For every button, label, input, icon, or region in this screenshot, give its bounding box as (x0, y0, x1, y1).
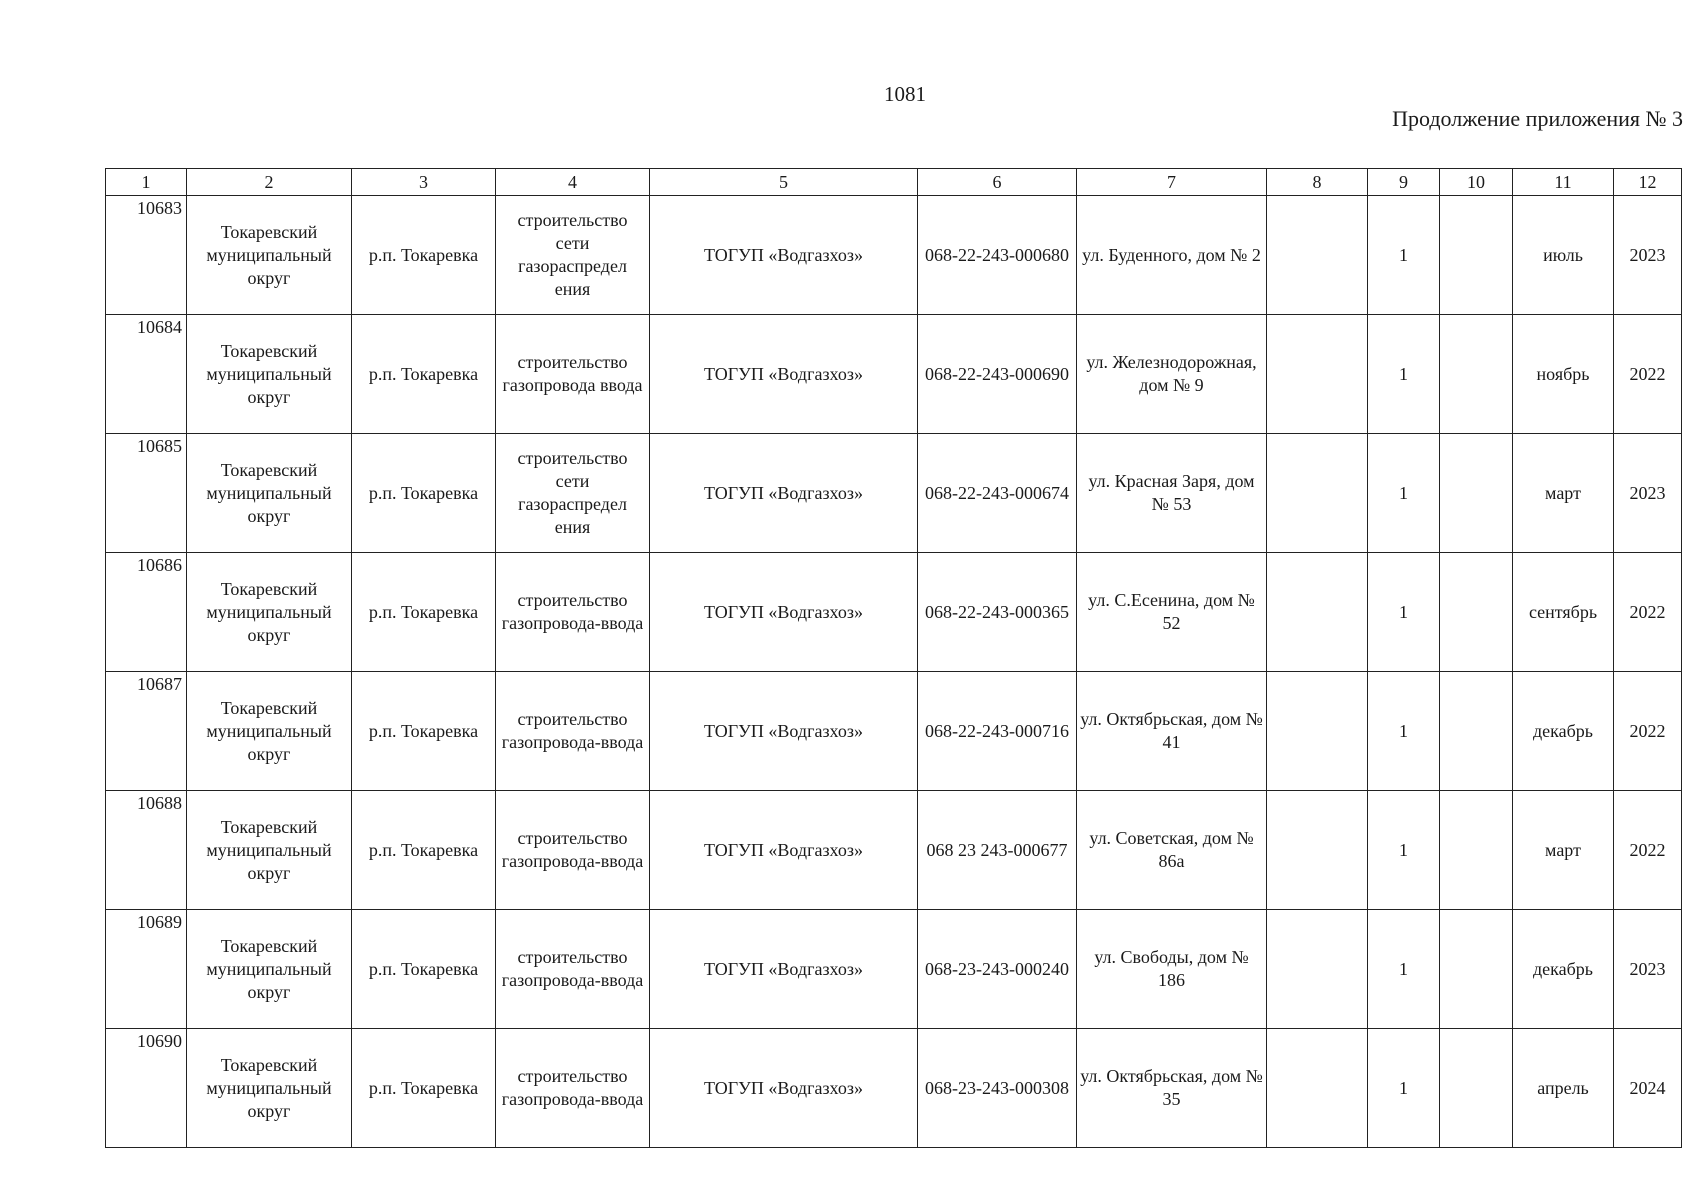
table-row (106, 434, 1682, 553)
district-cell: Токаревский муниципальный округ (187, 910, 352, 1029)
locality-cell: р.п. Токаревка (352, 672, 496, 791)
year-cell: 2023 (1614, 910, 1682, 1029)
object-code-cell: 068-23-243-000240 (918, 910, 1077, 1029)
quantity-cell: 1 (1368, 672, 1440, 791)
locality-cell: р.п. Токаревка (352, 1029, 496, 1148)
month-cell: март (1513, 434, 1614, 553)
month-cell: ноябрь (1513, 315, 1614, 434)
page-number: 1081 (884, 82, 926, 106)
column-header-6: 6 (918, 169, 1077, 196)
column-header-3: 3 (352, 169, 496, 196)
column-8-cell (1267, 434, 1368, 553)
object-code-cell: 068-22-243-000680 (918, 196, 1077, 315)
column-header-8: 8 (1267, 169, 1368, 196)
quantity-cell: 1 (1368, 315, 1440, 434)
district-cell: Токаревский муниципальный округ (187, 791, 352, 910)
column-header-11: 11 (1513, 169, 1614, 196)
column-header-5: 5 (650, 169, 918, 196)
row-number: 10683 (106, 196, 187, 315)
column-header-7: 7 (1077, 169, 1267, 196)
table-row (106, 910, 1682, 1029)
column-10-cell (1440, 1029, 1513, 1148)
organization-cell: ТОГУП «Водгазхоз» (650, 553, 918, 672)
district-cell: Токаревский муниципальный округ (187, 196, 352, 315)
month-cell: сентябрь (1513, 553, 1614, 672)
column-8-cell (1267, 791, 1368, 910)
row-number: 10685 (106, 434, 187, 553)
address-cell: ул. Красная Заря, дом № 53 (1077, 434, 1267, 553)
column-8-cell (1267, 196, 1368, 315)
year-cell: 2024 (1614, 1029, 1682, 1148)
organization-cell: ТОГУП «Водгазхоз» (650, 791, 918, 910)
address-cell: ул. Железнодорожная, дом № 9 (1077, 315, 1267, 434)
register-table (105, 168, 1682, 1148)
work-type-cell: строительство сети газораспредел ения (496, 434, 650, 553)
address-cell: ул. Октябрьская, дом № 41 (1077, 672, 1267, 791)
column-header-4: 4 (496, 169, 650, 196)
quantity-cell: 1 (1368, 910, 1440, 1029)
district-cell: Токаревский муниципальный округ (187, 672, 352, 791)
locality-cell: р.п. Токаревка (352, 315, 496, 434)
work-type-cell: строительство газопровода-ввода (496, 910, 650, 1029)
district-cell: Токаревский муниципальный округ (187, 315, 352, 434)
address-cell: ул. С.Есенина, дом № 52 (1077, 553, 1267, 672)
column-8-cell (1267, 1029, 1368, 1148)
object-code-cell: 068-22-243-000365 (918, 553, 1077, 672)
column-10-cell (1440, 315, 1513, 434)
address-cell: ул. Октябрьская, дом № 35 (1077, 1029, 1267, 1148)
address-cell: ул. Буденного, дом № 2 (1077, 196, 1267, 315)
column-8-cell (1267, 672, 1368, 791)
table-row (106, 672, 1682, 791)
column-header-12: 12 (1614, 169, 1682, 196)
organization-cell: ТОГУП «Водгазхоз» (650, 910, 918, 1029)
quantity-cell: 1 (1368, 1029, 1440, 1148)
column-10-cell (1440, 553, 1513, 672)
table-row (106, 196, 1682, 315)
locality-cell: р.п. Токаревка (352, 434, 496, 553)
quantity-cell: 1 (1368, 196, 1440, 315)
district-cell: Токаревский муниципальный округ (187, 553, 352, 672)
row-number: 10689 (106, 910, 187, 1029)
year-cell: 2022 (1614, 315, 1682, 434)
year-cell: 2022 (1614, 553, 1682, 672)
work-type-cell: строительство газопровода-ввода (496, 553, 650, 672)
column-8-cell (1267, 553, 1368, 672)
work-type-cell: строительство газопровода ввода (496, 315, 650, 434)
column-header-9: 9 (1368, 169, 1440, 196)
year-cell: 2023 (1614, 196, 1682, 315)
object-code-cell: 068-23-243-000308 (918, 1029, 1077, 1148)
appendix-title: Продолжение приложения № 3 (1392, 106, 1683, 131)
table-row (106, 791, 1682, 910)
work-type-cell: строительство газопровода-ввода (496, 791, 650, 910)
row-number: 10688 (106, 791, 187, 910)
object-code-cell: 068-22-243-000716 (918, 672, 1077, 791)
quantity-cell: 1 (1368, 553, 1440, 672)
locality-cell: р.п. Токаревка (352, 910, 496, 1029)
organization-cell: ТОГУП «Водгазхоз» (650, 434, 918, 553)
work-type-cell: строительство сети газораспредел ения (496, 196, 650, 315)
column-10-cell (1440, 910, 1513, 1029)
row-number: 10686 (106, 553, 187, 672)
row-number: 10684 (106, 315, 187, 434)
district-cell: Токаревский муниципальный округ (187, 1029, 352, 1148)
locality-cell: р.п. Токаревка (352, 196, 496, 315)
address-cell: ул. Свободы, дом № 186 (1077, 910, 1267, 1029)
quantity-cell: 1 (1368, 434, 1440, 553)
quantity-cell: 1 (1368, 791, 1440, 910)
column-10-cell (1440, 196, 1513, 315)
column-header-2: 2 (187, 169, 352, 196)
year-cell: 2023 (1614, 434, 1682, 553)
year-cell: 2022 (1614, 791, 1682, 910)
organization-cell: ТОГУП «Водгазхоз» (650, 1029, 918, 1148)
address-cell: ул. Советская, дом № 86а (1077, 791, 1267, 910)
row-number: 10690 (106, 1029, 187, 1148)
organization-cell: ТОГУП «Водгазхоз» (650, 672, 918, 791)
work-type-cell: строительство газопровода-ввода (496, 1029, 650, 1148)
month-cell: март (1513, 791, 1614, 910)
table-row (106, 553, 1682, 672)
object-code-cell: 068 23 243-000677 (918, 791, 1077, 910)
district-cell: Токаревский муниципальный округ (187, 434, 352, 553)
month-cell: апрель (1513, 1029, 1614, 1148)
locality-cell: р.п. Токаревка (352, 553, 496, 672)
object-code-cell: 068-22-243-000690 (918, 315, 1077, 434)
column-number-row (106, 169, 1682, 196)
table-row (106, 1029, 1682, 1148)
organization-cell: ТОГУП «Водгазхоз» (650, 196, 918, 315)
locality-cell: р.п. Токаревка (352, 791, 496, 910)
column-10-cell (1440, 791, 1513, 910)
column-10-cell (1440, 434, 1513, 553)
year-cell: 2022 (1614, 672, 1682, 791)
month-cell: декабрь (1513, 910, 1614, 1029)
object-code-cell: 068-22-243-000674 (918, 434, 1077, 553)
table-row (106, 315, 1682, 434)
column-header-1: 1 (106, 169, 187, 196)
column-8-cell (1267, 910, 1368, 1029)
work-type-cell: строительство газопровода-ввода (496, 672, 650, 791)
organization-cell: ТОГУП «Водгазхоз» (650, 315, 918, 434)
column-8-cell (1267, 315, 1368, 434)
row-number: 10687 (106, 672, 187, 791)
month-cell: июль (1513, 196, 1614, 315)
column-header-10: 10 (1440, 169, 1513, 196)
month-cell: декабрь (1513, 672, 1614, 791)
column-10-cell (1440, 672, 1513, 791)
